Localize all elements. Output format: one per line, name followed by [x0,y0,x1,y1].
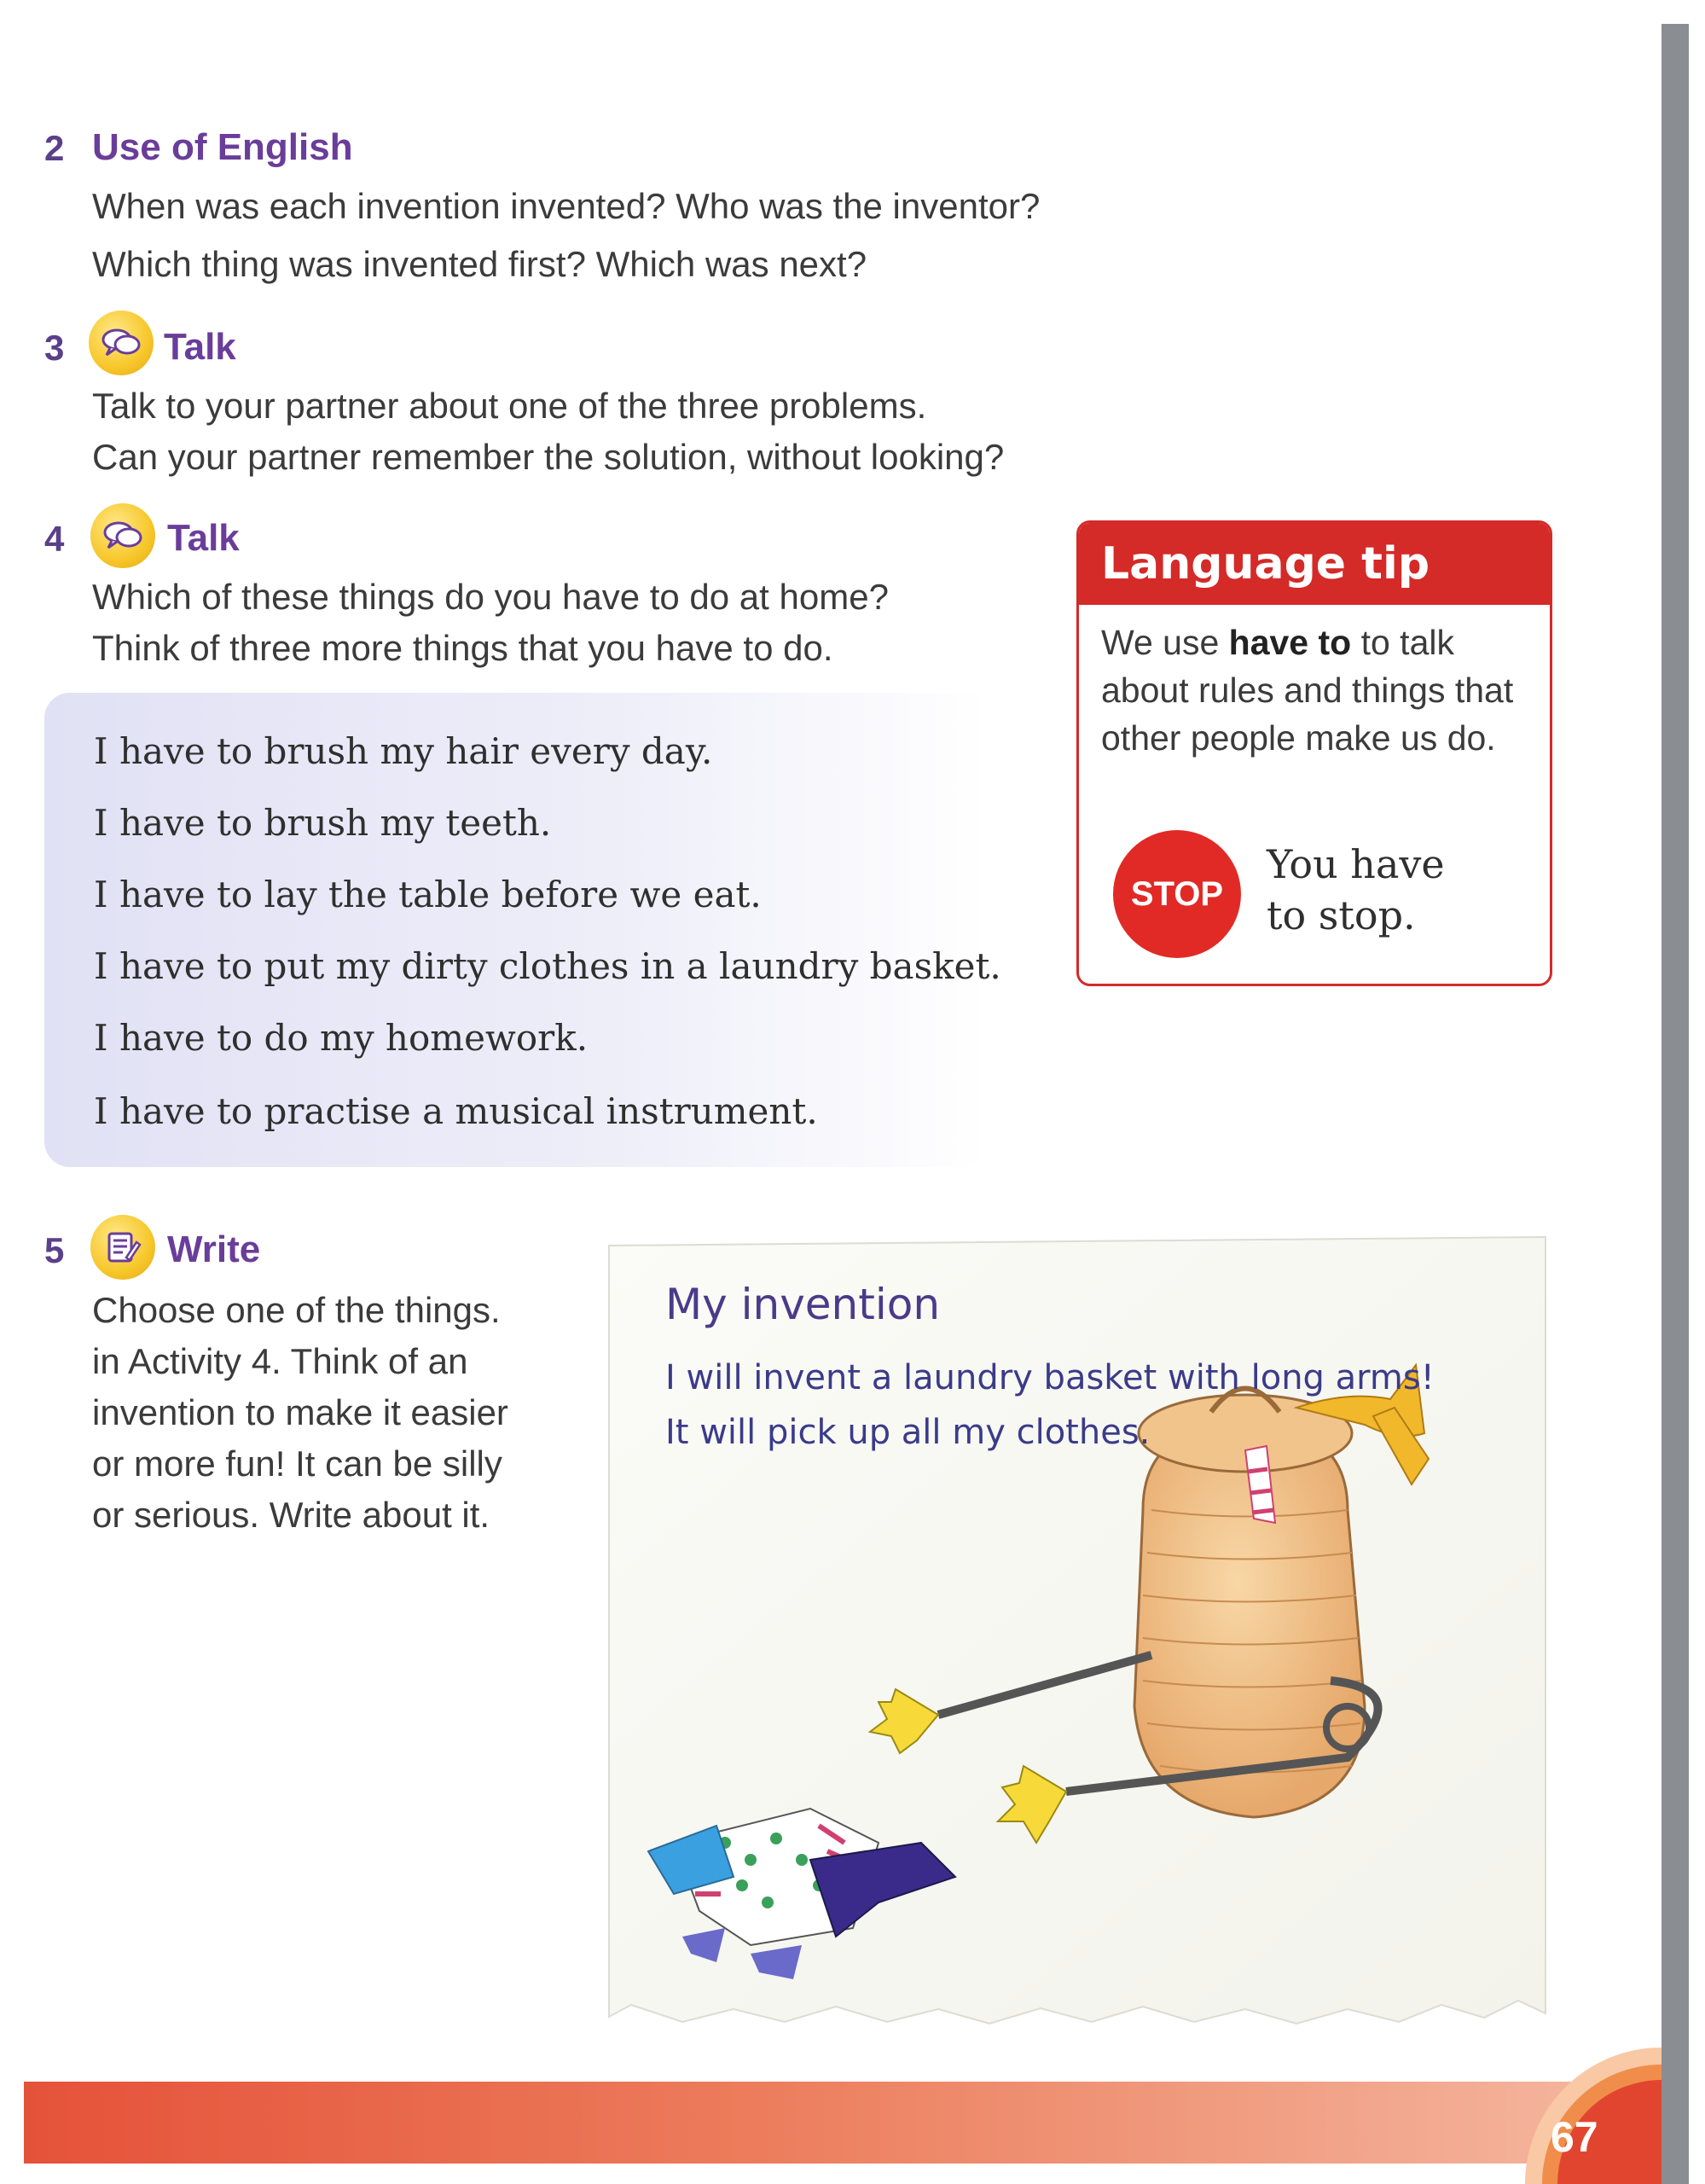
footer-bar [24,2082,1662,2164]
write-icon [90,1215,155,1280]
note-paper [597,1228,1551,2039]
exercise-5-text [92,1285,508,1541]
page-number: 67 [1551,2113,1598,2161]
example-line-3: I have to lay the table before we eat. [94,874,762,915]
exercise-2-line-2: Which thing was invented first? Which was next? [92,244,867,284]
tip-text-bold: have to [1228,623,1352,662]
note-line-2: It will pick up all my clothes. [665,1413,1151,1452]
note-title: My invention [665,1280,941,1329]
talk-icon [89,311,154,375]
exercise-3-title: Talk [164,326,236,368]
exercise-5-line-2: in Activity 4. Think of an [92,1341,468,1381]
exercise-5-number: 5 [44,1230,65,1270]
example-line-6: I have to practise a musical instrument. [94,1090,818,1132]
stop-example-line-1: You have [1267,841,1445,887]
language-tip-text [1101,619,1536,762]
exercise-5-line-1: Choose one of the things. [92,1290,501,1330]
example-line-5: I have to do my homework. [94,1017,589,1059]
exercise-5-line-5: or serious. Write about it. [92,1495,490,1535]
exercise-3-number: 3 [44,328,65,368]
language-tip-title: Language tip [1079,523,1550,605]
example-line-2: I have to brush my teeth. [94,802,552,844]
exercise-5-line-4: or more fun! It can be silly [92,1443,502,1484]
stop-sign-icon [1113,830,1241,958]
exercise-4-title: Talk [167,517,240,559]
tip-text-before: We use [1101,623,1229,662]
tip-text-after: to talk about rules and things that other people make us do. [1101,623,1514,758]
exercise-3-line-1: Talk to your partner about one of the three problems. [92,386,927,426]
exercise-4-number: 4 [44,519,65,559]
exercise-4-text [92,572,889,674]
example-line-4: I have to put my dirty clothes in a laundry basket. [94,945,1001,987]
language-tip-box [1076,520,1552,986]
exercise-2-text [92,177,1040,293]
page-edge-strip [1662,24,1689,2184]
exercise-5-title: Write [167,1228,261,1270]
exercise-3-line-2: Can your partner remember the solution, without looking? [92,437,1005,477]
exercise-2-line-1: When was each invention invented? Who was the inventor? [92,186,1041,226]
exercise-3-text [92,380,1004,483]
stop-sign-label: STOP [1130,874,1224,913]
talk-icon [90,503,155,568]
example-line-1: I have to brush my hair every day. [94,730,713,772]
exercise-2-title: Use of English [92,126,353,168]
exercise-5-line-3: invention to make it easier [92,1392,508,1432]
stop-example-line-2: to stop. [1267,892,1416,938]
exercise-4-line-2: Think of three more things that you have to do. [92,628,833,668]
note-line-1: I will invent a laundry basket with long arms! [665,1358,1435,1397]
exercise-4-line-1: Which of these things do you have to do at home? [92,577,889,617]
stop-example [1267,839,1445,941]
exercise-2-number: 2 [44,128,65,168]
